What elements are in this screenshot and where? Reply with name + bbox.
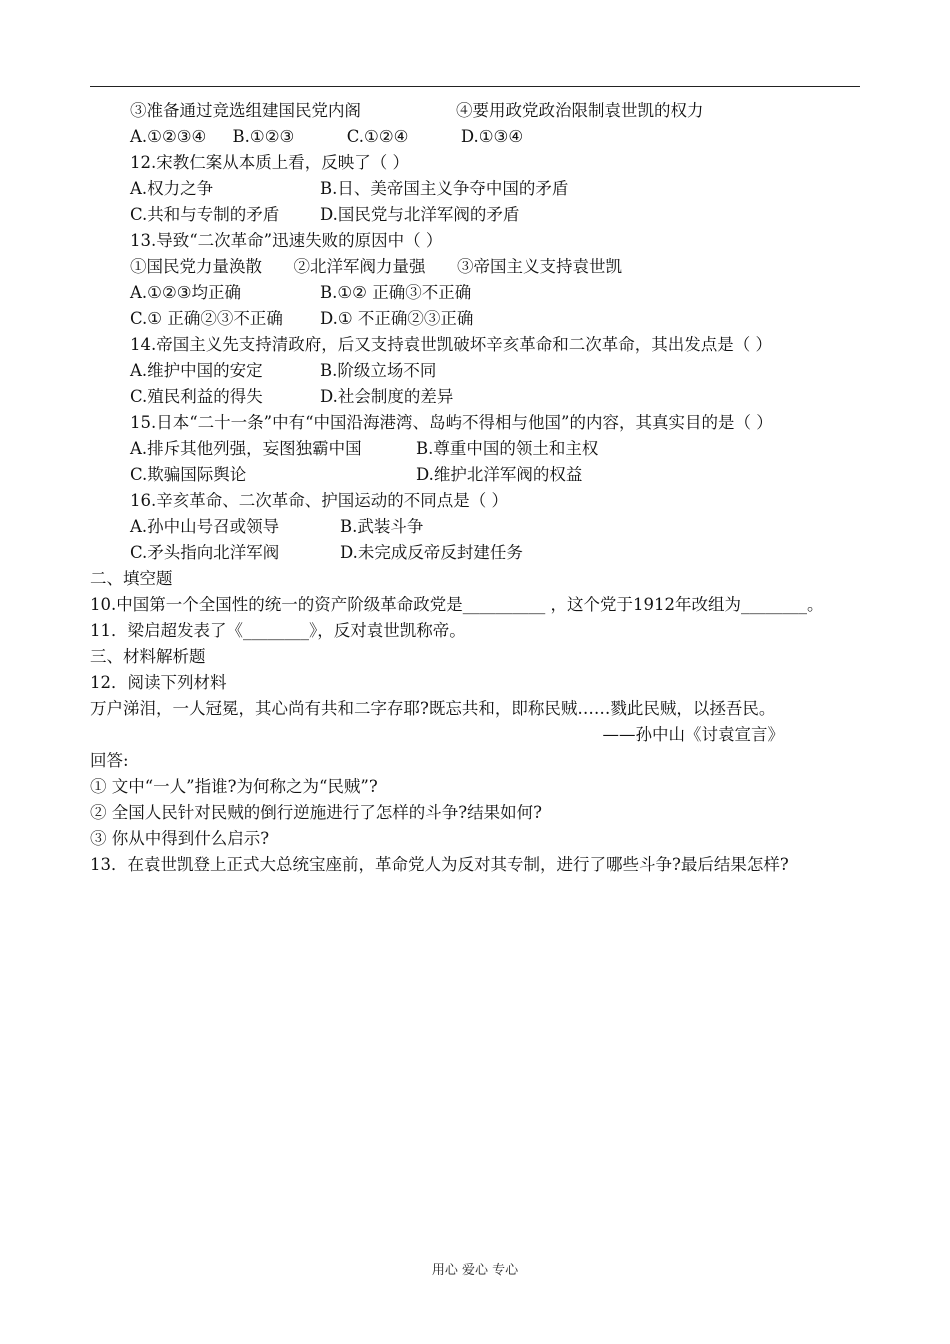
question-12: 12.宋教仁案从本质上看，反映了（ ）	[130, 153, 409, 172]
page-footer: 用心 爱心 专心	[431, 1263, 519, 1278]
q12-row1: A.权力之争 B.日、美帝国主义争夺中国的矛盾	[130, 179, 569, 198]
q16-row1: A.孙中山号召或领导 B.武装斗争	[130, 517, 424, 536]
document-body	[90, 98, 862, 878]
q12-row2: C.共和与专制的矛盾 D.国民党与北洋军阀的矛盾	[130, 205, 520, 224]
q13-statements: ①国民党力量涣散 ②北洋军阀力量强 ③帝国主义支持袁世凯	[130, 257, 622, 276]
material-question-13: 13．在袁世凯登上正式大总统宝座前，革命党人为反对其专制，进行了哪些斗争?最后结果怎样?	[90, 855, 789, 874]
sub-question-1: ① 文中“一人”指谁?为何称之为“民贼”?	[90, 777, 378, 796]
sub-question-2: ② 全国人民针对民贼的倒行逆施进行了怎样的斗争?结果如何?	[90, 803, 542, 822]
option-3: ③准备通过竞选组建国民党内阁	[130, 101, 361, 120]
q15-row1: A.排斥其他列强，妄图独霸中国 B.尊重中国的领土和主权	[130, 439, 599, 458]
quote-source: ——孙中山《讨袁宣言》	[602, 725, 784, 744]
answer-choices-11: A.①②③④ B.①②③ C.①②④ D.①③④	[130, 127, 524, 146]
question-14: 14.帝国主义先支持清政府，后又支持袁世凯破坏辛亥革命和二次革命，其出发点是（ ）	[130, 335, 772, 354]
option-4: ④要用政党政治限制袁世凯的权力	[456, 101, 704, 120]
fill-question-10: 10.中国第一个全国性的统一的资产阶级革命政党是__________ ，这个党于1912年改组为________。	[90, 595, 824, 614]
q13-row2: C.① 正确②③不正确 D.① 不正确②③正确	[130, 309, 474, 328]
question-16: 16.辛亥革命、二次革命、护国运动的不同点是（ ）	[130, 491, 508, 510]
q14-row1: A.维护中国的安定 B.阶级立场不同	[130, 361, 437, 380]
q14-row2: C.殖民利益的得失 D.社会制度的差异	[130, 387, 454, 406]
answer-label: 回答:	[90, 751, 129, 770]
material-quote: 万户涕泪，一人冠冕，其心尚有共和二字存耶?既忘共和，即称民贼……戮此民贼，以拯吾民。	[90, 699, 776, 718]
section-fill-in-blank: 二、填空题	[90, 569, 173, 588]
sub-question-3: ③ 你从中得到什么启示?	[90, 829, 270, 848]
line-options-11	[90, 98, 862, 124]
q13-row1: A.①②③均正确 B.①② 正确③不正确	[130, 283, 472, 302]
q15-row2: C.欺骗国际舆论 D.维护北洋军阀的权益	[130, 465, 583, 484]
material-question-12: 12．阅读下列材料	[90, 673, 227, 692]
fill-question-11: 11．梁启超发表了《________》，反对袁世凯称帝。	[90, 621, 466, 640]
section-material-analysis: 三、材料解析题	[90, 647, 206, 666]
question-15: 15.日本“二十一条”中有“中国沿海港湾、岛屿不得相与他国”的内容，其真实目的是（ ）	[130, 413, 773, 432]
question-13: 13.导致“二次革命”迅速失败的原因中（ ）	[130, 231, 443, 250]
header-rule	[90, 86, 860, 87]
q16-row2: C.矛头指向北洋军阀 D.未完成反帝反封建任务	[130, 543, 523, 562]
